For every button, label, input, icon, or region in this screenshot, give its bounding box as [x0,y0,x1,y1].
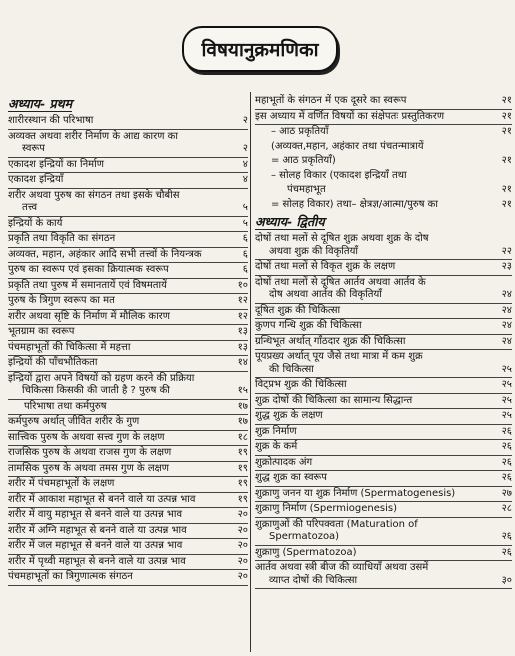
right-column [255,94,512,589]
toc-entry[interactable] [255,304,512,320]
toc-page-number: २४ [501,289,512,300]
toc-entry-line: शरीर में पृथ्वी महाभूत से बनने वाले या उत्पन्न भाव [8,555,186,567]
toc-page-number: २६ [501,546,512,558]
toc-entry[interactable] [255,471,512,487]
toc-entry-line: दोषों तथा मलों से दूषित शुक्र अथवा शुक्र के दोष [255,233,429,244]
toc-entry-line: शुद्ध शुक्र के लक्षण [255,410,323,421]
toc-entry-line: पूयप्रख्य अर्थात् पूय जैसे तथा मात्रा में कम शुक्र [255,351,423,362]
toc-page-number: १३ [237,341,248,353]
toc-entry-title [255,277,490,302]
toc-page-number: ३० [501,574,512,586]
toc-entry[interactable] [8,325,248,341]
toc-entry-line: शुक्र के कर्म [255,441,298,452]
toc-entry-title [8,525,226,538]
toc-entry-title [255,170,490,183]
toc-page-number: १८ [237,431,248,443]
toc-entry[interactable] [255,394,512,410]
toc-entry[interactable] [255,350,512,378]
toc-entry-title [8,478,226,491]
toc-page-number: २० [237,571,248,582]
toc-entry-title [8,264,226,277]
toc-entry[interactable] [8,217,248,233]
toc-entry-line: = सोलह विकार) तथा– क्षेत्रज्ञ/आत्मा/पुरुष का [271,198,438,210]
toc-entry[interactable] [255,546,512,562]
toc-page-number: २४ [501,320,512,331]
toc-page-number: ४ [242,174,248,185]
toc-entry[interactable] [255,276,512,304]
toc-entry[interactable] [8,294,248,310]
toc-entry-line-continued: व्याप्त दोषों की चिकित्सा [269,574,358,586]
toc-entry-line: इन्द्रियों के कार्य [8,217,63,229]
toc-entry-title [8,373,226,398]
toc-entry-title [8,540,226,553]
toc-page-number: २५ [501,363,512,375]
toc-page-number: २१ [501,126,512,137]
toc-page-number: २० [237,555,248,567]
toc-page-number: २४ [501,304,512,316]
toc-entry-title [255,336,490,349]
toc-page-number: ६ [242,248,248,260]
toc-entry-line: विट्प्रभ शुक्र की चिकित्सा [255,379,347,390]
toc-entry[interactable] [255,335,512,351]
toc-entry-title [8,311,226,324]
toc-entry[interactable] [8,263,248,279]
toc-page-number: २६ [501,441,512,452]
toc-entry-line: दोषों तथा मलों से विकृत शुक्र के लक्षण [255,261,396,272]
toc-entry-title [255,503,490,516]
toc-entry-line: – सोलह विकार (एकादश इन्द्रियाँ तथा [271,169,407,181]
toc-entry[interactable] [255,232,512,260]
toc-entry-line: शुक्राणु निर्माण (Spermiogenesis) [255,503,398,514]
toc-entry[interactable] [8,570,248,586]
toc-entry-line: शुक्राणु (Spermatozoa) [255,546,357,558]
toc-page-number: १२ [237,295,248,306]
toc-page-number: १३ [237,326,248,337]
toc-entry-title [8,447,226,460]
toc-entry[interactable] [8,356,248,372]
toc-entry-title [255,488,490,501]
toc-page-number: २६ [501,425,512,437]
toc-entry-line: पंचमहाभूत [287,184,326,195]
toc-entry-title [8,115,226,128]
toc-page-number: १९ [237,447,248,458]
chapter-heading-first: अध्याय- प्रथम [8,96,73,111]
toc-entry-line-continued: Spermatozoa) [269,531,340,542]
toc-entry[interactable] [255,518,512,546]
toc-entry-line: एकादश इन्द्रियों का निर्माण [8,158,104,170]
toc-entry[interactable] [8,310,248,326]
toc-entry-title [255,261,490,274]
toc-entry[interactable] [255,425,512,441]
toc-page-number: २१ [501,198,512,210]
toc-entry-line-continued: तत्त्व [22,202,38,213]
toc-list-left [8,114,248,586]
toc-page-number: २१ [501,110,512,122]
toc-entry-line: राजसिक पुरुष के अथवा राजस गुण के लक्षण [8,447,172,458]
toc-entry-title [255,141,490,154]
toc-page-number: ६ [242,233,248,244]
toc-page-number: १९ [237,478,248,489]
toc-entry[interactable] [8,279,248,295]
toc-entry[interactable] [8,508,248,524]
toc-page-number: १२ [237,310,248,322]
toc-page-number: २१ [501,95,512,106]
toc-entry-line: अव्यक्त अथवा शरीर निर्माण के आद्य कारण का [8,130,178,142]
toc-page-number: १४ [237,357,248,368]
toc-entry-title [8,509,226,522]
toc-entry-title [255,562,490,587]
column-divider [250,92,251,652]
toc-entry-line: शुक्र निर्माण [255,425,297,437]
toc-entry-title [8,218,226,231]
toc-entry[interactable] [8,524,248,540]
toc-entry-title [255,305,490,318]
toc-entry-line: दोषों तथा मलों से दूषित आर्तव अथवा आर्तव के [255,276,426,288]
toc-entry-line: पंचमहाभूतों का त्रिगुणात्मक संगठन [8,571,133,582]
toc-entry-line: शरीर में जल महाभूत से बनने वाले या उत्पन्न भाव [8,540,183,551]
toc-page-number: २५ [501,379,512,390]
toc-sub-entry[interactable] [255,183,512,198]
toc-entry-title [8,280,226,293]
toc-entry-line: महाभूतों के संगठन में एक दूसरे का स्वरूप [255,95,407,106]
toc-page-number: २६ [501,472,512,483]
toc-page-number: २ [242,143,248,154]
toc-sub-entry[interactable] [255,125,512,140]
toc-entry[interactable] [8,493,248,509]
toc-entry-line: शरीर अथवा पुरुष का संगठन तथा इसके चौबीस [8,189,180,201]
toc-entry-title [8,416,226,429]
toc-entry-title [255,126,490,139]
toc-page-number: ५ [242,217,248,229]
toc-entry[interactable] [8,477,248,493]
toc-entry-title [8,463,226,476]
toc-entry-line: तामसिक पुरुष के अथवा तमस गुण के लक्षण [8,462,170,474]
toc-entry-line: इन्द्रियों की पाँचभौतिकता [8,357,98,368]
toc-sub-entry[interactable] [255,154,512,169]
toc-entry-title [255,233,490,258]
toc-page-number: २६ [501,456,512,468]
toc-page-number: २१ [501,184,512,195]
previous-page-bleed [0,0,515,20]
toc-entry-line: कर्मपुरुष अर्थात् जीवित शरीर के गुण [8,416,140,427]
toc-entry[interactable] [8,341,248,357]
toc-entry-line: पुरुष का स्वरूप एवं इसका क्रियात्मक स्वरूप [8,264,169,275]
toc-entry[interactable] [255,487,512,503]
toc-entry[interactable] [8,372,248,400]
toc-sub-entry[interactable] [255,169,512,184]
toc-entry-line: प्रकृति तथा पुरुष में समानतायें एवं विषमतायें [8,279,167,291]
toc-page-number: ५ [242,202,248,213]
toc-page-number: १५ [237,385,248,396]
toc-entry-line: पंचमहाभूतों की चिकित्सा में महत्ता [8,341,131,353]
toc-entry[interactable] [255,378,512,394]
toc-entry-title [255,410,490,423]
toc-entry-line: इस अध्याय में वर्णित विषयों का संक्षेपतः प्रस्तुतिकरण [255,110,445,122]
toc-entry-title [255,199,490,212]
toc-entry-title [8,295,226,308]
toc-entry[interactable] [8,400,248,416]
toc-entry-line: शरीर में पंचमहाभूतों के लक्षण [8,478,115,489]
toc-entry-title [255,155,490,168]
toc-entry-title [8,571,226,584]
toc-sub-entry[interactable] [255,140,512,155]
toc-entry[interactable] [8,462,248,478]
toc-entry[interactable] [255,440,512,456]
toc-entry-line-continued: अथवा शुक्र की विकृतियाँ [269,245,358,257]
toc-entry[interactable] [8,232,248,248]
toc-entry-line: सात्त्विक पुरुष के अथवा सत्त्व गुण के लक्षण [8,431,165,443]
toc-page-number: १९ [237,493,248,505]
toc-summary-sublist [255,125,512,212]
toc-entry-title [8,233,226,246]
toc-entry-line: शुक्राणु जनन या शुक्र निर्माण (Spermatogenesis) [255,487,456,499]
toc-entry-line: एकादश इन्द्रियाँ [8,174,64,185]
toc-entry-title [8,401,226,414]
toc-entry-title [8,131,226,156]
toc-entry[interactable] [255,260,512,276]
toc-entry-title [255,111,490,124]
toc-page-number: २ [242,115,248,126]
toc-entry-line-continued: स्वरूप [22,143,45,154]
toc-list-right [255,232,512,589]
toc-page-number: २२ [501,245,512,257]
toc-entry-title [255,519,490,544]
toc-entry[interactable] [255,502,512,518]
toc-entry[interactable] [8,130,248,158]
toc-page-number: २० [237,540,248,551]
toc-entry-line: प्रकृति तथा विकृति का संगठन [8,233,116,244]
toc-entry[interactable] [255,561,512,589]
toc-entry-line: आर्तव अथवा स्त्री बीज की व्याधियाँ अथवा उसमें [255,562,429,573]
toc-page-number: २७ [501,487,512,499]
toc-entry-line-continued: दोष अथवा आर्तव की विकृतियाँ [269,289,382,300]
toc-entry-title [255,95,490,108]
toc-entry[interactable] [8,189,248,217]
toc-entry-title [255,395,490,408]
toc-page-number: २८ [501,503,512,514]
toc-entry-line: शरीर अथवा सृष्टि के निर्माण में मौलिक कारण [8,310,171,322]
toc-entry-line: ग्रन्थिभूत अर्थात् गाँठदार शुक्र की चिकित्सा [255,335,406,347]
toc-entry[interactable] [8,415,248,431]
toc-page-number: ४ [242,158,248,170]
toc-page-number: १० [237,279,248,291]
toc-sub-entry[interactable] [255,198,512,213]
toc-entry[interactable] [255,94,512,110]
toc-entry-line: शारीरस्थान की परिभाषा [8,115,94,126]
toc-page-number: १९ [237,462,248,474]
toc-page-number: १७ [237,400,248,412]
toc-entry-line: दूषित शुक्र की चिकित्सा [255,304,341,316]
toc-page-number: १७ [237,416,248,427]
toc-entry[interactable] [255,110,512,126]
toc-entry-title [8,326,226,339]
toc-page-number: २३ [501,261,512,272]
toc-entry-line: = आठ प्रकृतियाँ) [271,155,336,166]
toc-page-number: २५ [501,410,512,421]
toc-page-number: ६ [242,264,248,275]
toc-entry-title [255,472,490,485]
toc-entry-line: परिभाषा तथा कर्मपुरुष [24,400,107,412]
toc-entry-title [255,457,490,470]
toc-entry-line: शुक्रोत्पादक अंग [255,456,313,468]
toc-page-number: २५ [501,394,512,406]
toc-entry-title [255,379,490,392]
toc-entry[interactable] [8,539,248,555]
toc-page-number: २० [237,524,248,536]
toc-entry[interactable] [255,319,512,335]
toc-entry-title [255,426,490,439]
toc-entry-line: पुरुष के त्रिगुण स्वरूप का मत [8,295,115,306]
toc-page-number: २६ [501,531,512,542]
toc-page-number: २४ [501,335,512,347]
toc-entry-title [255,184,490,197]
toc-entry-title [8,174,226,187]
toc-entry-line: कुणप गन्धि शुक्र की चिकित्सा [255,320,362,331]
toc-entry-title [255,441,490,454]
toc-page-number: २१ [501,155,512,166]
toc-entry[interactable] [8,431,248,447]
toc-entry-title [8,556,226,569]
toc-entry-title [8,357,226,370]
toc-entry[interactable] [8,114,248,130]
toc-entry-line: शरीर में अग्नि महाभूत से बनने वाले या उत्पन्न भाव [8,524,187,536]
toc-entry[interactable] [255,409,512,425]
left-column [8,94,248,586]
toc-entry[interactable] [8,446,248,462]
toc-entry[interactable] [8,248,248,264]
toc-entry[interactable] [8,173,248,189]
toc-entry-line: – आठ प्रकृतियाँ [271,126,329,137]
toc-entry-line: शुद्ध शुक्र का स्वरूप [255,472,327,483]
toc-entry-line: शरीर में आकाश महाभूत से बनने वाले या उत्पन्न भाव [8,493,196,505]
toc-entry-title [8,249,226,262]
toc-entry-title [8,190,226,215]
toc-entry-title [255,547,490,560]
toc-entry-title [8,494,226,507]
toc-entry-line: भूतग्राम का स्वरूप [8,326,75,337]
toc-entry-line: शुक्राणुओं की परिपक्वता (Maturation of [255,518,418,530]
toc-entry-line: शुक्र दोषों की चिकित्सा का सामान्य सिद्धान्त [255,394,413,406]
toc-entry-line: शरीर में वायु महाभूत से बनने वाले या उत्पन्न भाव [8,509,183,520]
toc-page-number: २० [237,509,248,520]
toc-entry-line: अव्यक्त, महान, अहंकार आदि सभी तत्त्वों के नियन्त्रक [8,248,202,260]
toc-entry-title [8,432,226,445]
toc-entry-line-continued: चिकित्सा किसकी की जाती है ? पुरुष की [22,385,170,396]
toc-list-right-top [255,94,512,125]
toc-entry-title [8,342,226,355]
chapter-heading-second: अध्याय- द्वितीय [255,214,325,229]
toc-entry[interactable] [8,158,248,174]
toc-entry-line: (अव्यक्त,महान, अहंकार तथा पंचतन्मात्रायें [271,140,424,152]
toc-entry-line-continued: की चिकित्सा [269,363,314,375]
toc-entry-title [8,159,226,172]
toc-entry[interactable] [8,555,248,571]
toc-entry-title [255,320,490,333]
toc-entry-title [255,351,490,376]
toc-entry[interactable] [255,456,512,472]
toc-entry-line: इन्द्रियों द्वारा अपने विषयों को ग्रहण करने की प्रक्रिया [8,372,195,384]
page-title: विषयानुक्रमणिका [182,26,338,72]
